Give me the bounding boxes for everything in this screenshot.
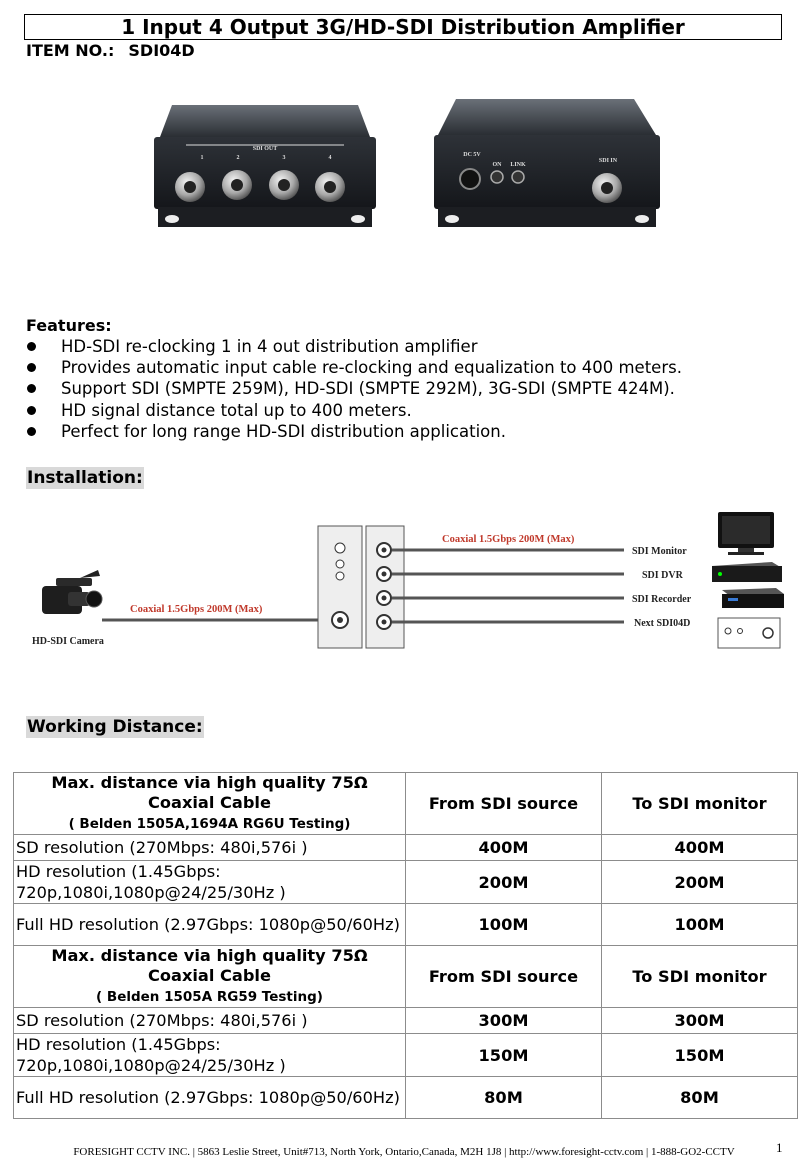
list-item: Perfect for long range HD-SDI distribution application.: [26, 421, 682, 442]
output-label: SDI Monitor: [632, 546, 687, 557]
distributor-front-panel: [366, 526, 404, 648]
bullet-icon: [27, 342, 36, 351]
table-header-cable: Max. distance via high quality 75Ω Coaxial Cable ( Belden 1505A,1694A RG6U Testing): [14, 773, 406, 835]
table-header-source: From SDI source: [406, 946, 602, 1008]
table-header-source: From SDI source: [406, 773, 602, 835]
port-label: 4: [328, 155, 332, 161]
led-icon: [491, 171, 503, 183]
dc-jack-icon: [460, 169, 480, 189]
list-item: Support SDI (SMPTE 259M), HD-SDI (SMPTE 292M), 3G-SDI (SMPTE 424M).: [26, 378, 682, 399]
table-row: SD resolution (270Mbps: 480i,576i ) 300M 300M: [14, 1008, 798, 1034]
working-distance-heading: Working Distance:: [27, 717, 203, 737]
dc-label: DC 5V: [463, 152, 481, 158]
table-row: SD resolution (270Mbps: 480i,576i ) 400M 400M: [14, 835, 798, 861]
cable-in-label: Coaxial 1.5Gbps 200M (Max): [130, 604, 263, 615]
port-label: 2: [236, 155, 240, 161]
sdi-in-label: SDI IN: [598, 158, 618, 164]
distributor-back-panel: [318, 526, 362, 648]
product-front-image: [150, 95, 380, 235]
on-label: ON: [492, 162, 502, 168]
port-label: 3: [282, 155, 286, 161]
bullet-icon: [27, 363, 36, 372]
item-number-label: ITEM NO.:: [26, 41, 115, 60]
bullet-icon: [27, 384, 36, 393]
port-label: 1: [200, 155, 204, 161]
table-header-monitor: To SDI monitor: [602, 773, 798, 835]
features-list: [26, 336, 682, 442]
output-label: SDI DVR: [642, 570, 683, 581]
page-number: 1: [776, 1140, 783, 1155]
led-icon: [512, 171, 524, 183]
table-header-cable: Max. distance via high quality 75Ω Coaxial Cable ( Belden 1505A RG59 Testing): [14, 946, 406, 1008]
table-row: Full HD resolution (2.97Gbps: 1080p@50/60Hz) 100M 100M: [14, 904, 798, 946]
item-number: [26, 41, 209, 60]
sdi-out-label: SDI OUT: [252, 146, 278, 152]
next-device-icon: [718, 618, 780, 648]
features-heading: Features:: [26, 316, 112, 335]
camera-icon: [42, 570, 102, 614]
cable-out-label: Coaxial 1.5Gbps 200M (Max): [442, 534, 575, 545]
monitor-icon: [718, 512, 774, 555]
recorder-icon: [722, 588, 784, 608]
output-label: Next SDI04D: [634, 618, 691, 629]
distance-table-rg6u: [13, 772, 798, 946]
camera-label: HD-SDI Camera: [32, 636, 104, 647]
distance-table-rg59: [13, 945, 798, 1119]
bullet-icon: [27, 406, 36, 415]
table-row: HD resolution (1.45Gbps: 720p,1080i,1080p@24/25/30Hz ) 150M 150M: [14, 1034, 798, 1077]
table-row: Full HD resolution (2.97Gbps: 1080p@50/60Hz) 80M 80M: [14, 1077, 798, 1119]
installation-heading: Installation:: [27, 468, 143, 488]
list-item: HD-SDI re-clocking 1 in 4 out distribution amplifier: [26, 336, 682, 357]
item-number-value: SDI04D: [128, 41, 195, 60]
page-footer: FORESIGHT CCTV INC. | 5863 Leslie Street, Unit#713, North York, Ontario,Canada, M2H 1J8 | http://www.foresight-cctv.com | 1-888-GO2-CCTV: [73, 1146, 735, 1158]
link-label: LINK: [510, 162, 526, 168]
list-item: HD signal distance total up to 400 meters.: [26, 400, 682, 421]
table-row: HD resolution (1.45Gbps: 720p,1080i,1080p@24/25/30Hz ) 200M 200M: [14, 861, 798, 904]
installation-diagram: [28, 498, 808, 668]
product-back-image: [430, 95, 665, 235]
table-header-monitor: To SDI monitor: [602, 946, 798, 1008]
page-title: 1 Input 4 Output 3G/HD-SDI Distribution Amplifier: [24, 14, 782, 40]
dvr-icon: [712, 562, 782, 582]
list-item: Provides automatic input cable re-clocking and equalization to 400 meters.: [26, 357, 682, 378]
output-label: SDI Recorder: [632, 594, 692, 605]
bullet-icon: [27, 427, 36, 436]
